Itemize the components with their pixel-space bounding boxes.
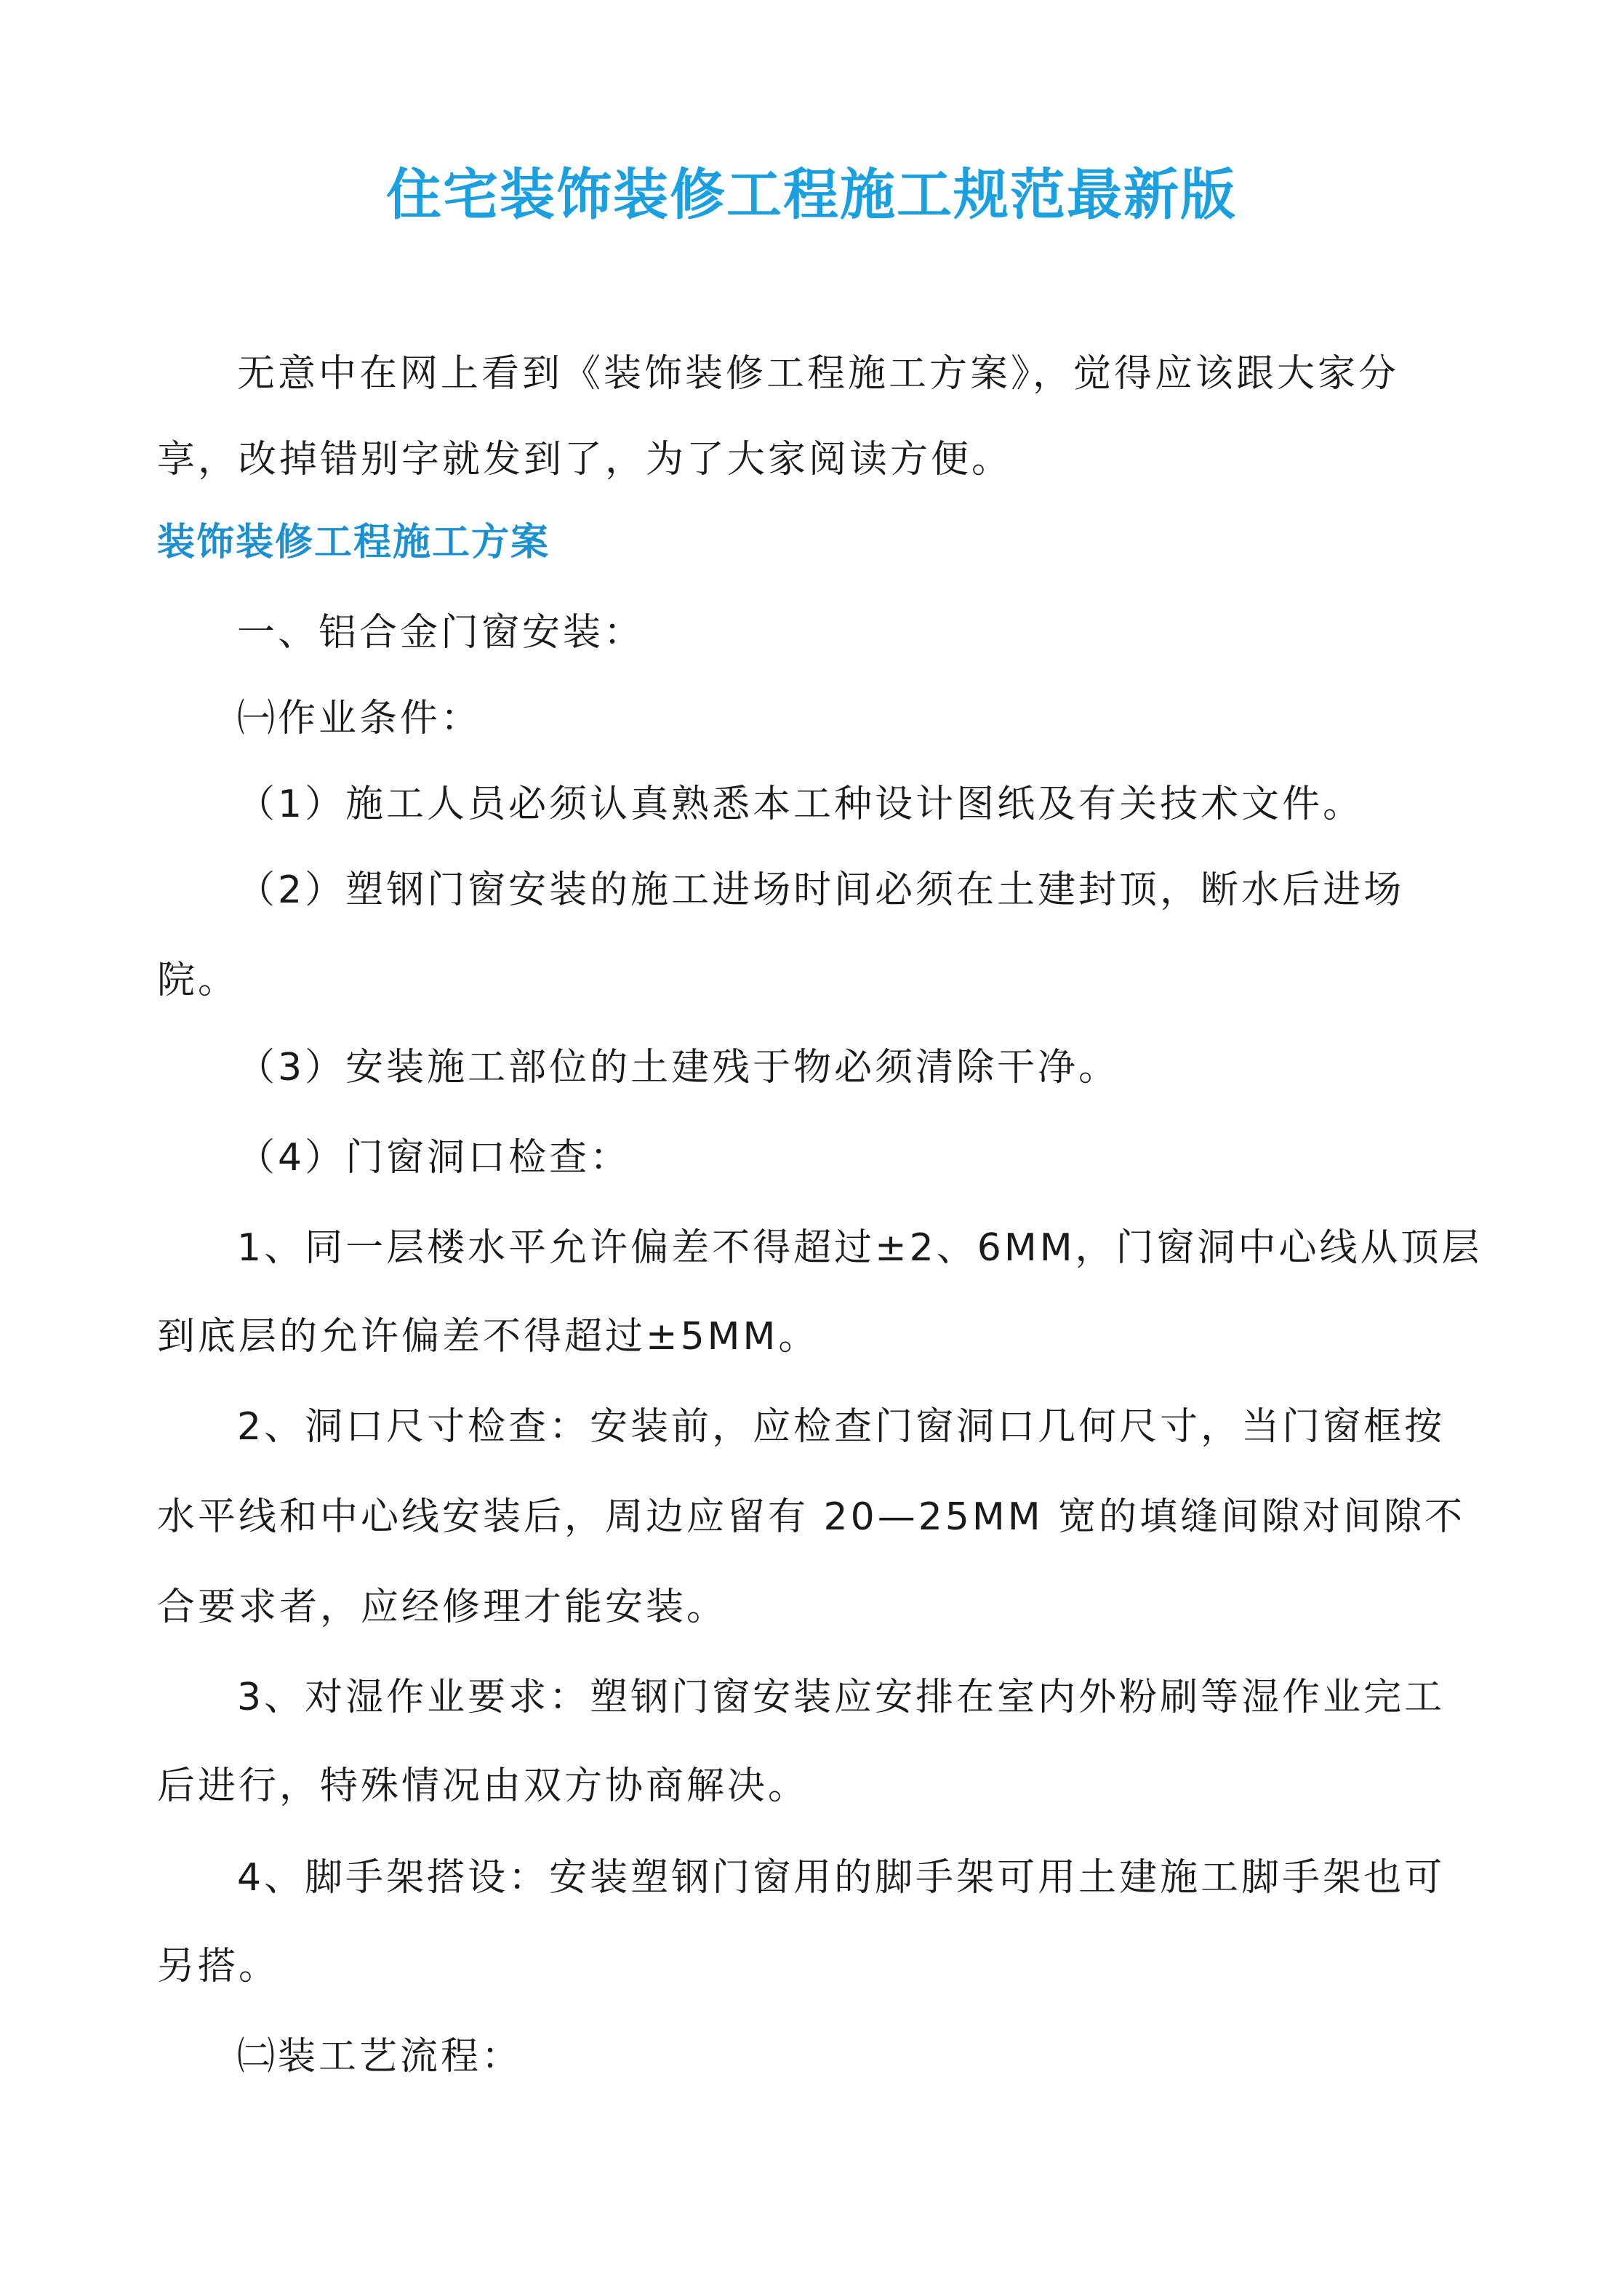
paragraph-line: （4）门窗洞口检查： <box>237 1136 631 1180</box>
paragraph-line: 享，改掉错别字就发到了，为了大家阅读方便。 <box>157 438 1013 481</box>
paragraph-line: 合要求者，应经修理才能安装。 <box>157 1585 728 1629</box>
section-heading: 装饰装修工程施工方案 <box>157 521 550 564</box>
paragraph-line: 2、洞口尺寸检查：安装前，应检查门窗洞口几何尺寸，当门窗框按 <box>237 1405 1446 1449</box>
paragraph-line: 4、脚手架搭设：安装塑钢门窗用的脚手架可用土建施工脚手架也可 <box>237 1856 1446 1900</box>
paragraph-line: ㈠作业条件： <box>237 697 482 740</box>
paragraph-line: 3、对湿作业要求：塑钢门窗安装应安排在室内外粉刷等湿作业完工 <box>237 1676 1446 1719</box>
paragraph-line: 另搭。 <box>157 1945 280 1988</box>
paragraph-line: 到底层的允许偏差不得超过±5MM。 <box>157 1315 819 1359</box>
paragraph-line: 1、同一层楼水平允许偏差不得超过±2、6MM，门窗洞中心线从顶层 <box>237 1226 1483 1270</box>
document-title: 住宅装饰装修工程施工规范最新版 <box>386 162 1237 227</box>
paragraph-line: （2）塑钢门窗安装的施工进场时间必须在土建封顶，断水后进场 <box>237 868 1405 912</box>
paragraph-line: 一、铝合金门窗安装： <box>237 611 645 655</box>
paragraph-line: 院。 <box>157 959 239 1002</box>
paragraph-line: （1）施工人员必须认真熟悉本工种设计图纸及有关技术文件。 <box>237 783 1364 826</box>
paragraph-line: （3）安装施工部位的土建残于物必须清除干净。 <box>237 1046 1120 1089</box>
paragraph-line: 水平线和中心线安装后，周边应留有 20—25MM 宽的填缝间隙对间隙不 <box>157 1495 1466 1539</box>
paragraph-line: 无意中在网上看到《装饰装修工程施工方案》，觉得应该跟大家分 <box>237 352 1400 396</box>
paragraph-line: 后进行，特殊情况由双方协商解决。 <box>157 1764 809 1808</box>
paragraph-line: ㈡装工艺流程： <box>237 2035 523 2079</box>
